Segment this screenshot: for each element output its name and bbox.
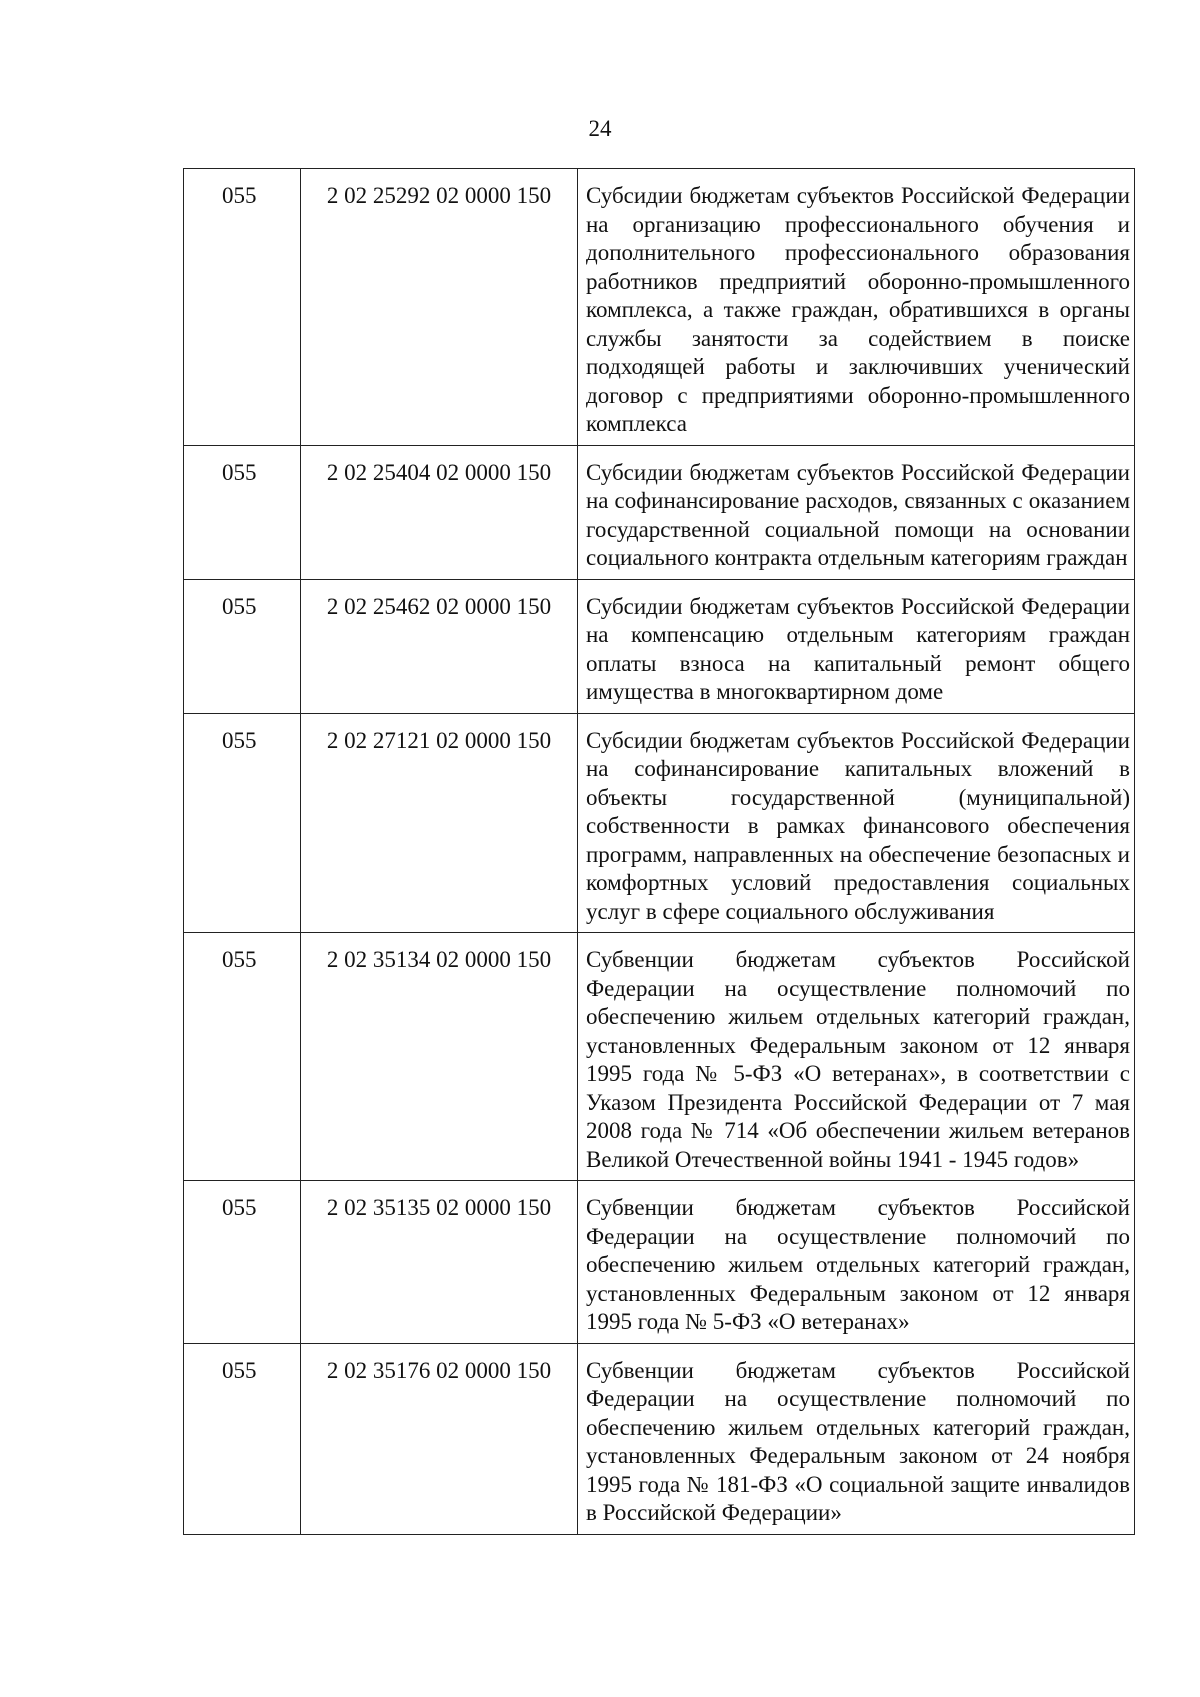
table-row	[184, 933, 1135, 1181]
budget-code-cell: 2 02 35135 02 0000 150	[301, 1181, 578, 1344]
admin-code-cell: 055	[184, 445, 301, 579]
revenue-name-cell: Субсидии бюджетам субъектов Российской Федерации на организацию профессионального обучения и дополнительного профессионального образования работников предприятий оборонно-промышленного комплекса, а также граждан, обратившихся в органы службы занятости за содействием в поиске подходящей работы и заключивших ученический договор с предприятиями оборонно-промышленного комплекса	[578, 169, 1135, 446]
budget-code-cell: 2 02 35134 02 0000 150	[301, 933, 578, 1181]
revenue-name-cell: Субсидии бюджетам субъектов Российской Федерации на софинансирование капитальных вложений в объекты государственной (муниципальной) собственности в рамках финансового обеспечения программ, направленных на обеспечение безопасных и комфортных условий предоставления социальных услуг в сфере социального обслуживания	[578, 713, 1135, 933]
admin-code-cell: 055	[184, 933, 301, 1181]
table-row	[184, 713, 1135, 933]
table-row	[184, 579, 1135, 713]
table-row	[184, 445, 1135, 579]
revenue-name-cell: Субвенции бюджетам субъектов Российской Федерации на осуществление полномочий по обеспечению жильем отдельных категорий граждан, установленных Федеральным законом от 12 января 1995 года № 5-ФЗ «О ветеранах»	[578, 1181, 1135, 1344]
budget-code-cell: 2 02 35176 02 0000 150	[301, 1343, 578, 1534]
admin-code-cell: 055	[184, 1181, 301, 1344]
table-row	[184, 169, 1135, 446]
table-row	[184, 1343, 1135, 1534]
budget-code-cell: 2 02 27121 02 0000 150	[301, 713, 578, 933]
admin-code-cell: 055	[184, 1343, 301, 1534]
budget-code-cell: 2 02 25462 02 0000 150	[301, 579, 578, 713]
admin-code-cell: 055	[184, 169, 301, 446]
revenue-name-cell: Субсидии бюджетам субъектов Российской Федерации на компенсацию отдельным категориям граждан оплаты взноса на капитальный ремонт общего имущества в многоквартирном доме	[578, 579, 1135, 713]
revenue-name-cell: Субвенции бюджетам субъектов Российской Федерации на осуществление полномочий по обеспечению жильем отдельных категорий граждан, установленных Федеральным законом от 24 ноября 1995 года № 181-ФЗ «О социальной защите инвалидов в Российской Федерации»	[578, 1343, 1135, 1534]
revenue-name-cell: Субвенции бюджетам субъектов Российской Федерации на осуществление полномочий по обеспечению жильем отдельных категорий граждан, установленных Федеральным законом от 12 января 1995 года № 5-ФЗ «О ветеранах», в соответствии с Указом Президента Российской Федерации от 7 мая 2008 года № 714 «Об обеспечении жильем ветеранов Великой Отечественной войны 1941 - 1945 годов»	[578, 933, 1135, 1181]
revenue-name-cell: Субсидии бюджетам субъектов Российской Федерации на софинансирование расходов, связанных с оказанием государственной социальной помощи на основании социального контракта отдельным категориям граждан	[578, 445, 1135, 579]
admin-code-cell: 055	[184, 579, 301, 713]
budget-code-cell: 2 02 25404 02 0000 150	[301, 445, 578, 579]
budget-revenue-table	[183, 168, 1135, 1535]
budget-code-cell: 2 02 25292 02 0000 150	[301, 169, 578, 446]
table-row	[184, 1181, 1135, 1344]
admin-code-cell: 055	[184, 713, 301, 933]
page-number: 24	[588, 116, 612, 141]
